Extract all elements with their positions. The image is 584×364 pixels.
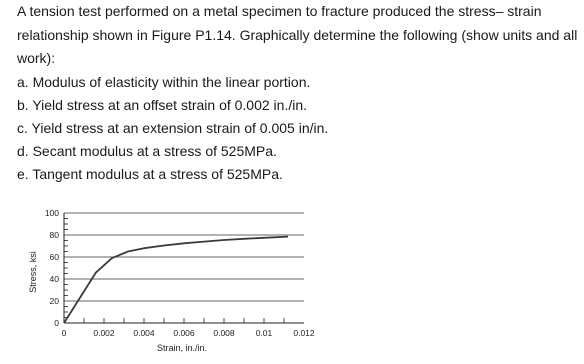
y-tick-label: 100	[44, 208, 59, 218]
y-axis-title: Stress, ksi	[28, 251, 38, 293]
item-d: d. Secant modulus at a stress of 525MPa.	[17, 142, 277, 159]
x-tick-label: 0.012	[293, 328, 315, 338]
problem-statement	[17, 0, 582, 186]
x-tick-label: 0.01	[255, 328, 273, 338]
x-tick-label: 0.006	[173, 328, 195, 338]
y-tick-label: 80	[49, 230, 59, 240]
item-c: c. Yield stress at an extension strain of 0.005 in/in.	[17, 119, 329, 136]
x-tick-label: 0.008	[213, 328, 235, 338]
y-tick-label: 20	[49, 296, 59, 306]
item-a: a. Modulus of elasticity within the linear portion.	[17, 73, 311, 90]
item-e: e. Tangent modulus at a stress of 525MPa.	[17, 165, 283, 182]
y-tick-label: 0	[54, 318, 59, 328]
item-b: b. Yield stress at an offset strain of 0.002 in./in.	[17, 96, 308, 113]
stress-strain-curve	[64, 237, 288, 323]
x-tick-label: 0.002	[93, 328, 115, 338]
y-tick-label: 40	[49, 274, 59, 284]
x-axis-title: Strain, in./in.	[156, 343, 208, 353]
stress-strain-chart	[0, 200, 584, 364]
problem-intro: A tension test performed on a metal specimen to fracture produced the stress– strain relationship shown in Figure P1.14. Graphically determine the following (show units and all work):	[17, 3, 578, 66]
x-tick-label: 0.004	[133, 328, 155, 338]
y-tick-label: 60	[49, 252, 59, 262]
stress-strain-figure	[0, 200, 584, 364]
x-tick-label: 0	[61, 328, 67, 338]
